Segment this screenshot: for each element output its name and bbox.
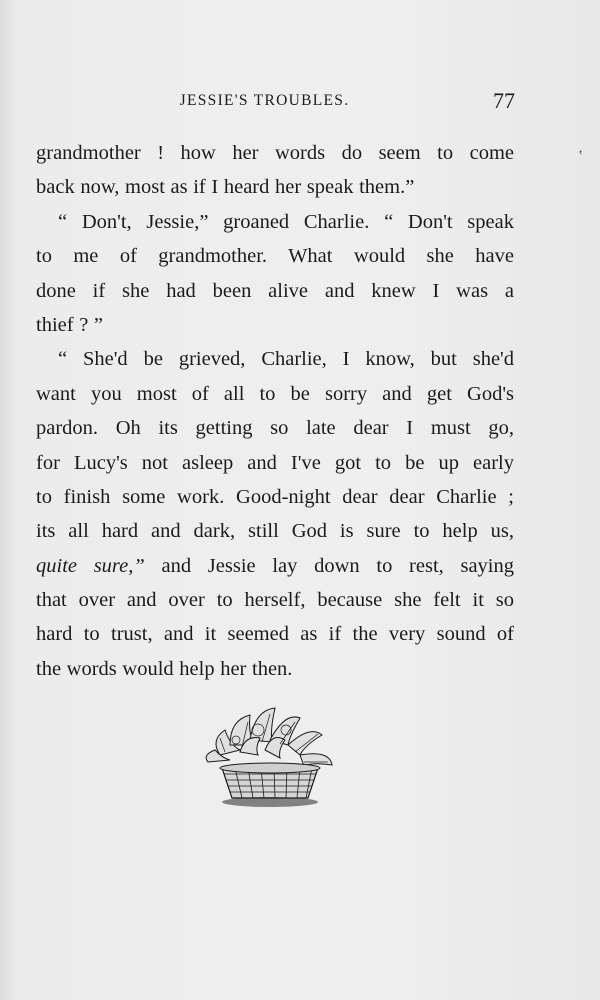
text-line: want you most of all to be sorry and get God's (36, 382, 514, 405)
text-line: to finish some work. Good-night dear dear Charlie ; (36, 485, 514, 508)
text-line: back now, most as if I heard her speak them.” (36, 176, 415, 199)
text-line: its all hard and dark, still God is sure to help us, (36, 520, 514, 543)
page-number: 77 (493, 88, 515, 113)
text-line: that over and over to herself, because she felt it so (36, 589, 514, 612)
text-fragment: and Jessie lay down to rest, saying (144, 554, 515, 577)
margin-mark: ‛ (578, 148, 584, 165)
text-line: for Lucy's not asleep and I've got to be up early (36, 451, 514, 474)
emphasis-text: quite sure,” (36, 554, 145, 577)
running-header (40, 88, 515, 118)
text-line-mixed (36, 549, 514, 583)
body-text (36, 136, 514, 686)
text-line: hard to trust, and it seemed as if the very sound of (36, 623, 514, 646)
text-line: pardon. Oh its getting so late dear I must go, (36, 417, 514, 440)
text-line: grandmother ! how her words do seem to come (36, 142, 514, 164)
text-line: done if she had been alive and knew I was a (36, 279, 514, 302)
text-line: “ Don't, Jessie,” groaned Charlie. “ Don't speak (58, 210, 514, 233)
text-line: “ She'd be grieved, Charlie, I know, but she'd (58, 348, 514, 371)
text-line: to me of grandmother. What would she have (36, 245, 514, 268)
running-title: JESSIE'S TROUBLES. (179, 92, 350, 109)
text-line: thief ? ” (36, 313, 104, 336)
flower-basket-icon (200, 700, 340, 810)
text-line: the words would help her then. (36, 657, 293, 680)
